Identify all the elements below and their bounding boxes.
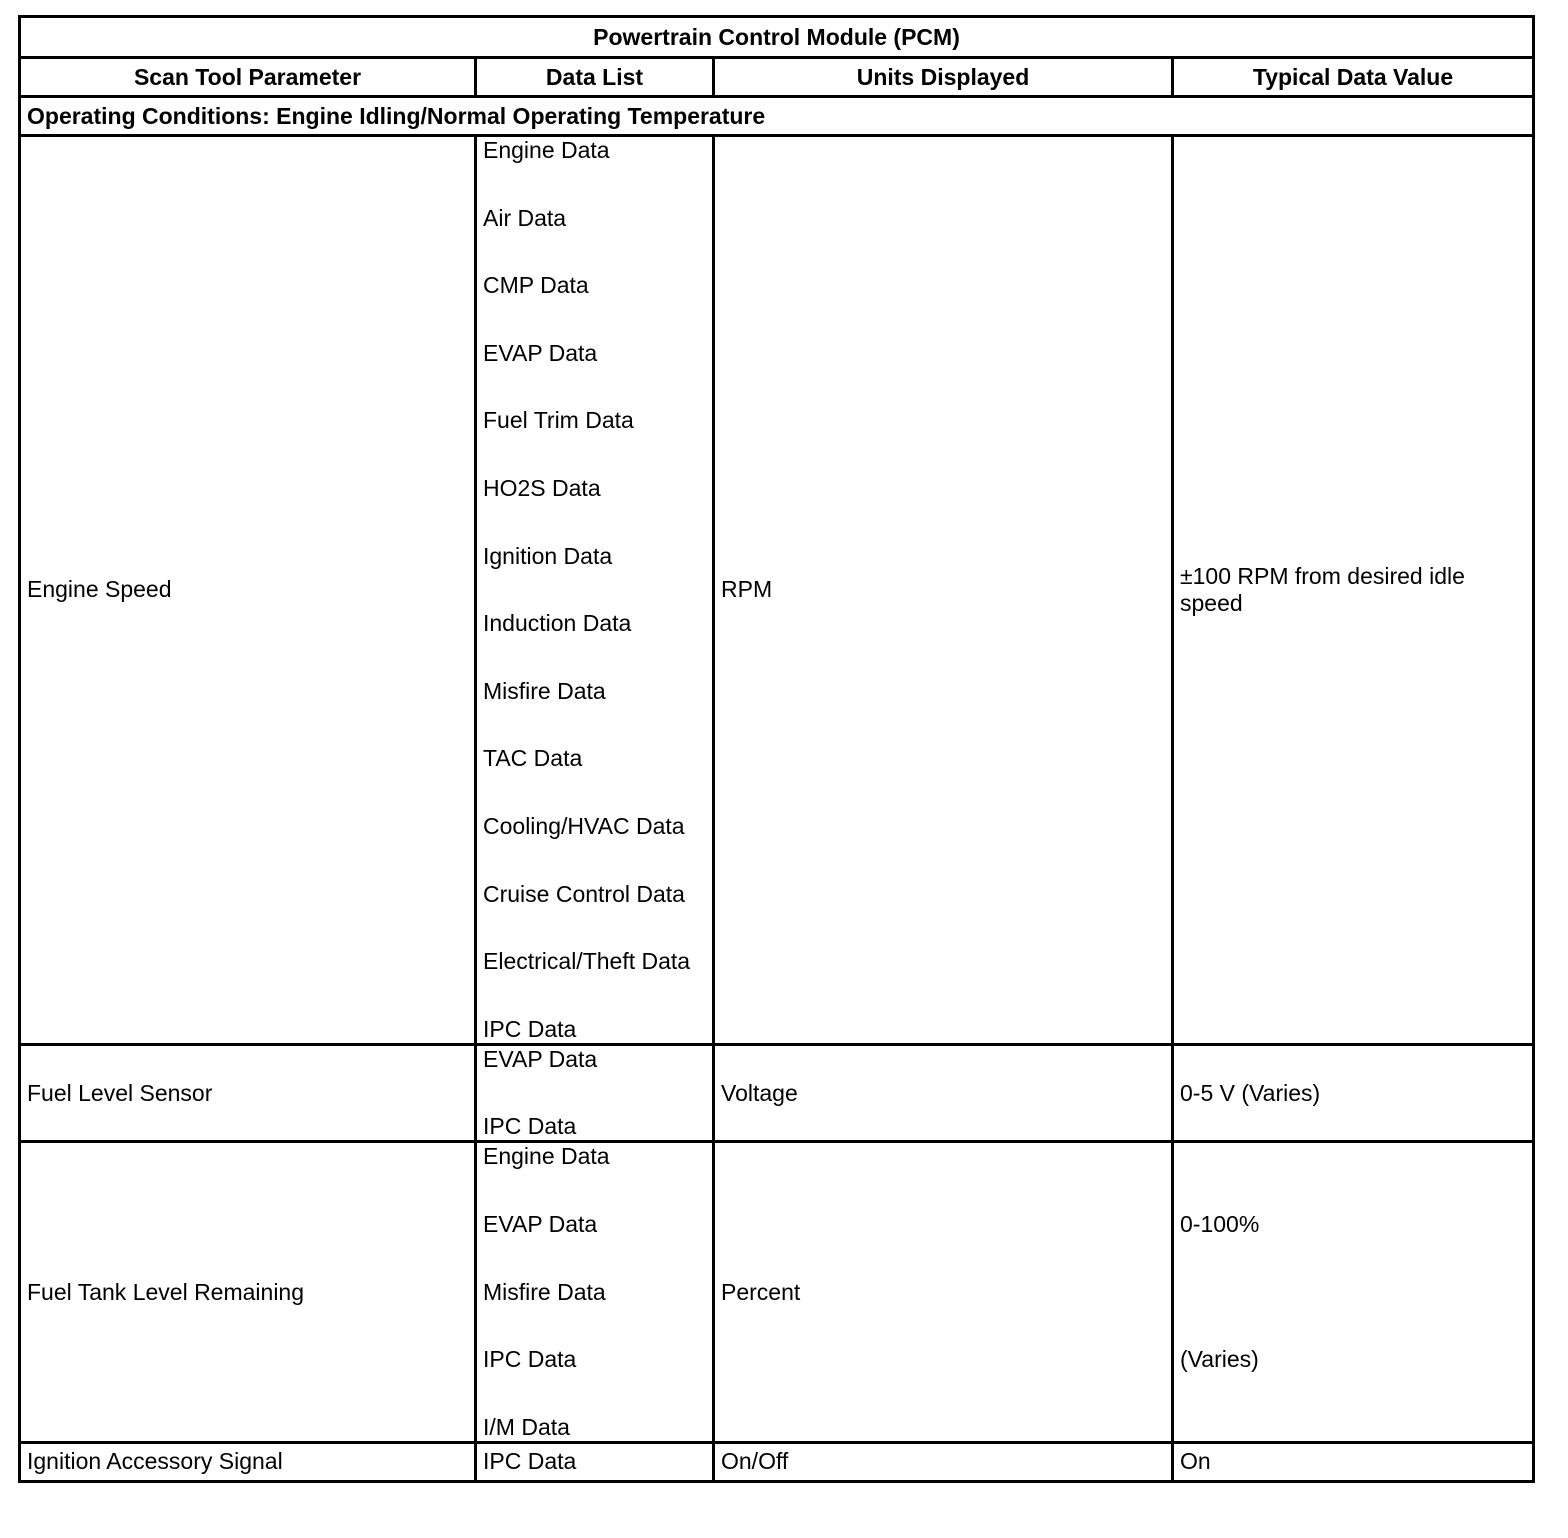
data-list-item: Cooling/HVAC Data [483,812,685,839]
data-list-item: TAC Data [483,745,583,772]
data-list-item: CMP Data [483,272,589,299]
typical-value-cell [1173,1142,1534,1442]
units-cell: On/Off [714,1442,1173,1481]
data-list-item: I/M Data [483,1413,570,1440]
parameter-cell: Fuel Tank Level Remaining [20,1142,476,1442]
data-list-item: HO2S Data [483,474,601,501]
data-list-item: Cruise Control Data [483,880,685,907]
data-list-item: IPC Data [483,1346,577,1373]
data-list-item: EVAP Data [483,1210,598,1237]
header-scan-tool-parameter: Scan Tool Parameter [20,58,476,97]
table-row [20,1442,1534,1481]
pcm-data-table [18,15,1535,1483]
data-list-item: Misfire Data [483,1278,606,1305]
data-list-item: Electrical/Theft Data [483,948,691,975]
typical-value-line: 0-100% [1180,1211,1260,1237]
parameter-cell: Ignition Accessory Signal [20,1442,476,1481]
data-list-item: EVAP Data [483,339,598,366]
header-typical-data-value: Typical Data Value [1173,58,1534,97]
data-list-cell: IPC Data [476,1442,714,1481]
data-list-item: EVAP Data [483,1045,598,1072]
data-list-item: Misfire Data [483,677,606,704]
data-list-cell [476,136,714,1045]
data-list-item: Air Data [483,204,567,231]
data-list-item: Fuel Trim Data [483,407,634,434]
table-row [20,136,1534,1045]
typical-value-cell: ±100 RPM from desired idle speed [1173,136,1534,1045]
units-cell: Percent [714,1142,1173,1442]
data-list-cell [476,1044,714,1142]
parameter-cell: Engine Speed [20,136,476,1045]
data-list-item: Engine Data [483,1143,610,1170]
typical-value-cell: 0-5 V (Varies) [1173,1044,1534,1142]
parameter-cell: Fuel Level Sensor [20,1044,476,1142]
data-list-item: IPC Data [483,1015,577,1042]
operating-conditions-row [20,97,1534,136]
table-row [20,1142,1534,1442]
data-list-item: Engine Data [483,137,610,163]
operating-conditions: Operating Conditions: Engine Idling/Normal Operating Temperature [20,97,1534,136]
data-list-item: Induction Data [483,610,632,637]
data-list-cell [476,1142,714,1442]
table-title: Powertrain Control Module (PCM) [20,17,1534,58]
typical-value-cell: On [1173,1442,1534,1481]
table-title-row [20,17,1534,58]
header-data-list: Data List [476,58,714,97]
data-list-item: Ignition Data [483,542,613,569]
typical-value-line: (Varies) [1180,1346,1259,1372]
column-header-row [20,58,1534,97]
units-cell: Voltage [714,1044,1173,1142]
header-units-displayed: Units Displayed [714,58,1173,97]
table-row [20,1044,1534,1142]
data-list-item: IPC Data [483,1113,577,1140]
units-cell: RPM [714,136,1173,1045]
